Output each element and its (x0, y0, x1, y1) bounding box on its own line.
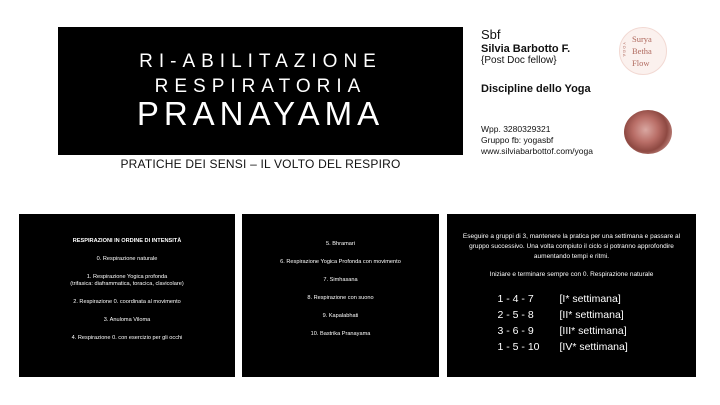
profile-photo (624, 110, 672, 154)
list-item: 4. Respirazione 0. con esercizio per gli occhi (71, 335, 183, 341)
list-item: 7. Simhasana (323, 277, 358, 283)
logo-line: Surya (632, 34, 652, 44)
schedule-week: [III* settimana] (559, 325, 627, 337)
weekly-schedule (447, 291, 696, 355)
slide-intensity-order (19, 214, 235, 377)
logo-line: Flow (632, 58, 650, 68)
subtitle: PRATICHE DEI SENSI – IL VOLTO DEL RESPIRO (120, 157, 401, 171)
schedule-row (447, 339, 696, 355)
facebook-group: Gruppo fb: yogasbf (481, 135, 554, 145)
title-line-3: PRANAYAMA (136, 95, 385, 132)
schedule-week: [I* settimana] (559, 293, 621, 305)
list-item: 3. Anuloma Viloma (103, 317, 151, 323)
schedule-group: 1 - 5 - 10 (497, 341, 540, 353)
schedule-group: 3 - 6 - 9 (497, 325, 534, 337)
schedule-week: [II* settimana] (559, 309, 624, 321)
slide-note: Iniziare e terminare sempre con 0. Respirazione naturale (489, 271, 654, 278)
discipline: Discipline dello Yoga (481, 83, 591, 95)
schedule-row (447, 307, 696, 323)
surya-betha-flow-logo (619, 27, 667, 75)
schedule-row (447, 323, 696, 339)
schedule-row (447, 291, 696, 307)
author-abbr: Sbf (481, 27, 501, 42)
slide-schedule (447, 214, 696, 377)
list-item: 1. Respirazione Yogica profonda (86, 274, 168, 280)
logo-line: Betha (632, 46, 652, 56)
title-line-2: RESPIRATORIA (154, 76, 367, 97)
slide-continued-list (242, 214, 439, 377)
list-item: 10. Bastrika Pranayama (310, 331, 371, 337)
list-item: 0. Respirazione naturale (96, 256, 158, 262)
title-banner (58, 27, 463, 155)
list-item: 8. Respirazione con suono (307, 295, 374, 301)
author-name: Silvia Barbotto F. (481, 43, 571, 55)
list-item: 9. Kapalabhati (322, 313, 359, 319)
schedule-week: [IV* settimana] (559, 341, 628, 353)
schedule-group: 2 - 5 - 8 (497, 309, 534, 321)
author-info (481, 27, 621, 95)
phone: Wpp. 3280329321 (481, 124, 551, 134)
list-item: 6. Respirazione Yogica Profonda con movimento (280, 259, 401, 265)
slide-instructions: Eseguire a gruppi di 3, mantenere la pratica per una settimana e passare al gruppo successivo. Una volta compiuto il ciclo si potranno approfondire aumentando tempi e ritmi. (462, 233, 681, 260)
author-role: {Post Doc fellow} (481, 55, 557, 66)
title-line-1: RI-ABILITAZIONE (139, 51, 382, 72)
contacts (481, 124, 593, 157)
list-item: 5. Bhramari (326, 241, 355, 247)
website-link[interactable]: www.silviabarbottof.com/yoga (481, 146, 593, 156)
list-item: 2. Respirazione 0. coordinata al movimento (73, 299, 181, 305)
logo-side-text: YOGA (622, 42, 627, 58)
schedule-group: 1 - 4 - 7 (497, 293, 534, 305)
list-item: (trifasica: diaframmatica, toracica, clavicolare) (70, 281, 184, 287)
slide-heading: RESPIRAZIONI IN ORDINE DI INTENSITÀ (72, 238, 182, 244)
